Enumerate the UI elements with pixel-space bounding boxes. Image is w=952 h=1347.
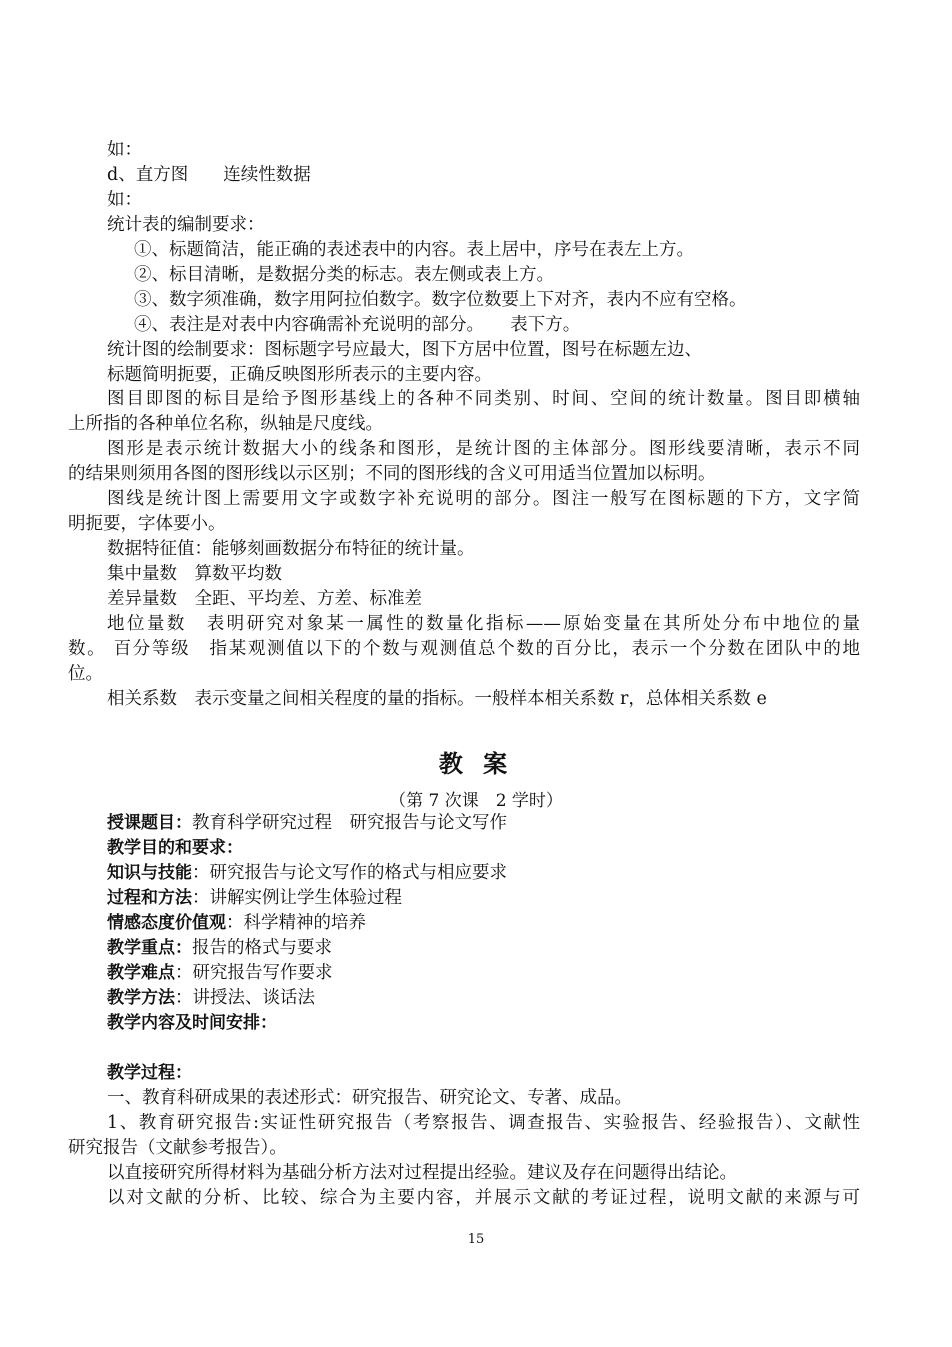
values-label: 情感态度价值观 [107, 913, 226, 933]
values-line [107, 911, 366, 936]
paragraph-line: 以对文献的分析、比较、综合为主要内容，并展示文献的考证过程，说明文献的来源与可 [107, 1188, 860, 1208]
lesson-plan-title: 教 案 [438, 750, 514, 778]
skills-line [107, 861, 507, 886]
list-item: ③、数字须准确，数字用阿拉伯数字。数字位数要上下对齐，表内不应有空格。 [134, 290, 747, 310]
key-value: 报告的格式与要求 [192, 938, 332, 958]
schedule-label: 教学内容及时间安排： [107, 1013, 277, 1033]
method-value: ：讲授法、谈话法 [175, 988, 315, 1008]
process-value: ：讲解实例让学生体验过程 [192, 888, 402, 908]
difficulty-line [107, 961, 333, 986]
paragraph-line: 研究报告（文献参考报告）。 [68, 1138, 287, 1158]
text-line: 差异量数 全距、平均差、方差、标准差 [107, 589, 422, 609]
paragraph-line: 位。 [68, 664, 103, 684]
paragraph-line: 上所指的各种单位名称，纵轴是尺度线。 [68, 414, 383, 434]
topic-line [107, 811, 507, 836]
lesson-plan-subtitle: （第 7 次课 2 学时） [389, 791, 563, 811]
list-item: ①、标题简洁，能正确的表述表中的内容。表上居中，序号在表左上方。 [134, 240, 694, 260]
difficult-label: 教学难点 [107, 963, 175, 983]
values-value: ：科学精神的培养 [226, 913, 366, 933]
process-heading-line [107, 1061, 192, 1086]
process-heading: 教学过程： [107, 1063, 192, 1083]
paragraph-line: 图线是统计图上需要用文字或数字补充说明的部分。图注一般写在图标题的下方，文字简 [107, 489, 860, 509]
method-line [107, 986, 315, 1011]
text-line: 以直接研究所得材料为基础分析方法对过程提出经验。建议及存在问题得出结论。 [107, 1163, 737, 1183]
schedule-line [107, 1011, 277, 1036]
paragraph-line: 地位量数 表明研究对象某一属性的数量化指标——原始变量在其所处分布中地位的量 [107, 614, 860, 634]
key-point-line [107, 936, 332, 961]
text-line: 一、教育科研成果的表述形式：研究报告、研究论文、专著、成品。 [107, 1088, 632, 1108]
goals-label: 教学目的和要求： [107, 838, 243, 858]
process-method-line [107, 886, 402, 911]
text-line: 如： [107, 140, 142, 160]
paragraph-line: 图形是表示统计数据大小的线条和图形，是统计图的主体部分。图形线要清晰，表示不同 [107, 439, 860, 459]
topic-label: 授课题目： [107, 813, 192, 833]
text-line: 数据特征值：能够刻画数据分布特征的统计量。 [107, 539, 475, 559]
paragraph-line: 1、教育研究报告:实证性研究报告（考察报告、调查报告、实验报告、经验报告）、文献性 [107, 1113, 860, 1133]
process-label: 过程和方法 [107, 888, 192, 908]
list-item: ②、标目清晰，是数据分类的标志。表左侧或表上方。 [134, 265, 554, 285]
skills-value: ：研究报告与论文写作的格式与相应要求 [192, 863, 507, 883]
skills-label: 知识与技能 [107, 863, 192, 883]
page-number: 15 [467, 1232, 485, 1247]
topic-value: 教育科学研究过程 研究报告与论文写作 [192, 813, 507, 833]
paragraph-line: 数。 百分等级 指某观测值以下的个数与观测值总个数的百分比，表示一个分数在团队中的地 [68, 639, 860, 659]
text-line: 统计图的绘制要求：图标题字号应最大，图下方居中位置，图号在标题左边、 [107, 340, 702, 360]
text-line: 相关系数 表示变量之间相关程度的量的指标。一般样本相关系数 r，总体相关系数 e [107, 689, 767, 709]
paragraph-line: 明扼要，字体要小。 [68, 514, 226, 534]
paragraph-line: 图目即图的标目是给予图形基线上的各种不同类别、时间、空间的统计数量。图目即横轴 [107, 389, 860, 409]
section-heading: 统计表的编制要求： [107, 215, 265, 235]
text-line: 集中量数 算数平均数 [107, 564, 282, 584]
paragraph-line: 的结果则须用各图的图形线以示区别；不同的图形线的含义可用适当位置加以标明。 [68, 464, 716, 484]
text-line: 如： [107, 190, 142, 210]
method-label: 教学方法 [107, 988, 175, 1008]
text-line: 标题简明扼要，正确反映图形所表示的主要内容。 [107, 365, 492, 385]
goals-line [107, 836, 243, 861]
key-label: 教学重点： [107, 938, 192, 958]
list-item: ④、表注是对表中内容确需补充说明的部分。 表下方。 [134, 315, 581, 335]
difficult-value: ：研究报告写作要求 [175, 963, 333, 983]
text-line: d、直方图 连续性数据 [107, 165, 311, 185]
